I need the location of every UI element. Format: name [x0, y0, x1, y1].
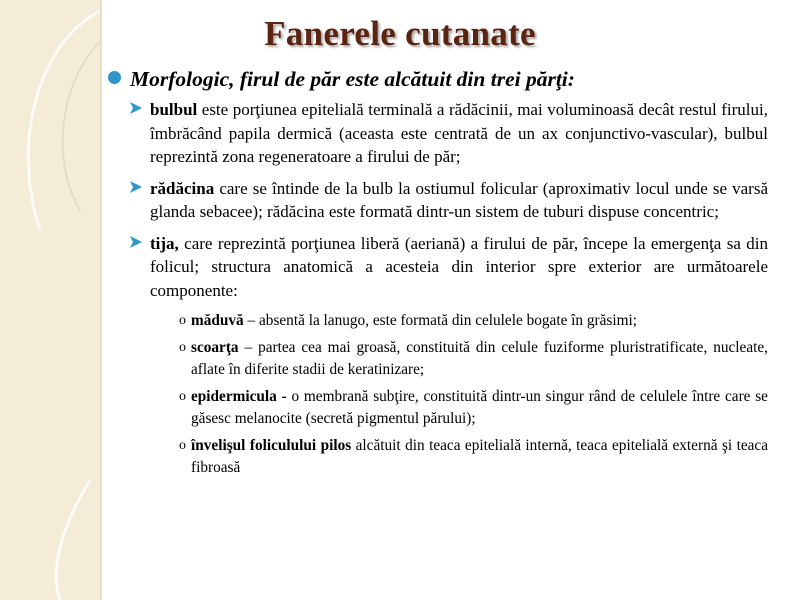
main-bullet-text: Morfologic, firul de păr este alcătuit din trei părţi:: [130, 67, 575, 91]
list-item: [129, 98, 768, 169]
ring-bullet-icon: o: [179, 340, 186, 355]
subitem-text: o membrană subţire, constituită dintr-un singur rând de celulele între care se găsesc melanocite (secretă pigmentul părului);: [191, 388, 768, 427]
item-text: care reprezintă porţiunea liberă (aeriană) a firului de păr, începe la emergenţa sa din folicul; structura anatomică a acesteia din interior spre exterior are următoarele componente:: [150, 233, 768, 300]
sub-list-item: [179, 310, 768, 332]
subitem-term: învelişul foliculului pilos: [191, 437, 352, 454]
list-item: [129, 177, 768, 224]
page-title: Fanerele cutanate: [264, 14, 536, 53]
item-term: rădăcina: [150, 178, 215, 198]
slide-content: [108, 64, 768, 484]
main-bullet: [108, 64, 768, 94]
arrow-bullet-icon: [129, 101, 144, 115]
circle-bullet-icon: [108, 71, 121, 84]
subitem-term: măduvă: [191, 312, 244, 329]
item-term: bulbul: [150, 100, 198, 119]
subitem-text: – absentă la lanugo, este formată din celulele bogate în grăsimi;: [243, 312, 638, 329]
subitem-text: alcătuit din teaca epitelială internă, teaca epitelială externă şi teaca fibroasă: [191, 437, 768, 476]
item-text: care se întinde de la bulb la ostiumul folicular (aproximativ locul unde se varsă glanda sebacee); rădăcina este formată dintr-un sistem de tuburi dispuse concentric;: [150, 178, 768, 221]
sub-list-item: [179, 337, 768, 381]
subitem-term: epidermicula -: [191, 388, 287, 405]
ring-bullet-icon: o: [179, 438, 186, 453]
subitem-term: scoarţa: [191, 339, 239, 356]
arrow-bullet-icon: [129, 235, 144, 249]
ring-bullet-icon: o: [179, 313, 186, 328]
item-text: este porţiunea epitelială terminală a rădăcinii, mai voluminoasă decât restul firului, îmbrăcând papila dermică (aceasta este centrată de un ax conjunctivo-vascular), bulbul reprezintă zona regeneratoare a firului de păr;: [150, 100, 768, 166]
sub-list-item: [179, 386, 768, 430]
decorative-curves-icon: [0, 0, 102, 600]
ring-bullet-icon: o: [179, 389, 186, 404]
sub-list-item: [179, 435, 768, 479]
list-item: [129, 232, 768, 303]
subitem-text: – partea cea mai groasă, constituită din celule fuziforme pluristratificate, nucleate, aflate în diferite stadii de keratinizare;: [191, 339, 768, 378]
item-term: tija,: [150, 233, 179, 253]
decorative-side-panel: [0, 0, 102, 600]
arrow-bullet-icon: [129, 180, 144, 194]
